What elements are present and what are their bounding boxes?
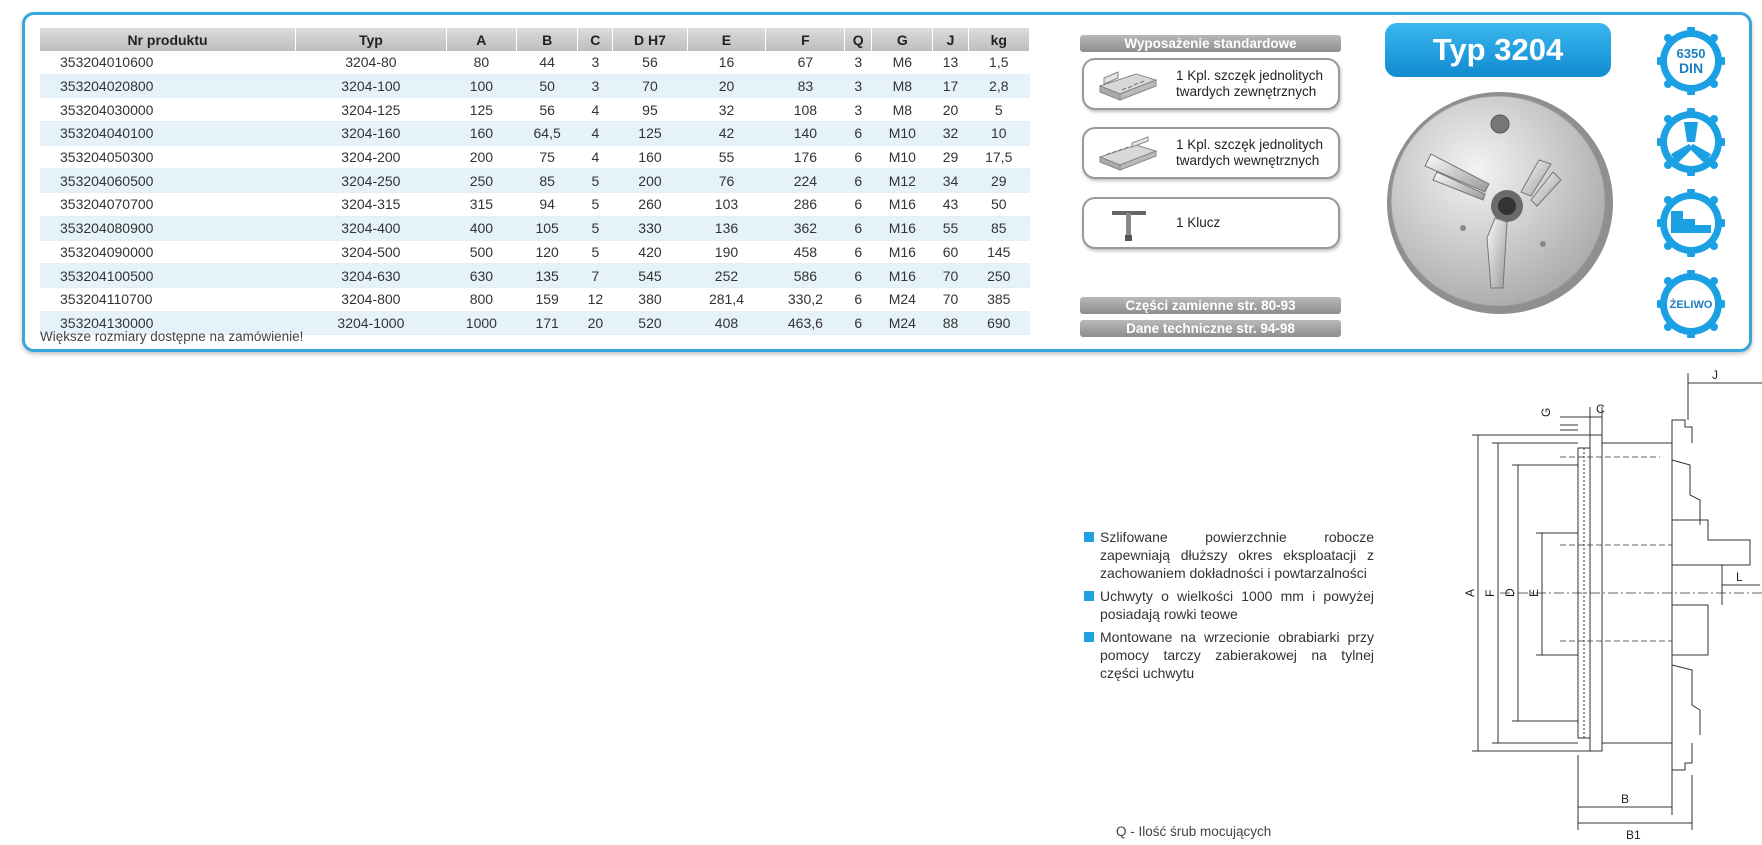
table-cell: 3204-1000	[295, 311, 446, 335]
table-cell: 6	[845, 264, 872, 288]
table-cell: 200	[446, 145, 516, 169]
table-cell: 3204-400	[295, 216, 446, 240]
table-cell: 330,2	[766, 287, 845, 311]
table-cell: 6	[845, 193, 872, 217]
table-cell: 3204-80	[295, 51, 446, 74]
feature-text: Szlifowane powierzchnie robocze zapewniają dłuższy okres eksploatacji z zachowaniem dokładności i powtarzalności	[1100, 529, 1374, 581]
dim-label-d: D	[1503, 588, 1517, 597]
table-cell: 55	[687, 145, 766, 169]
table-cell: 3	[578, 74, 613, 98]
q-footnote: Q - Ilość śrub mocujących	[1116, 824, 1272, 839]
table-cell: M16	[872, 216, 933, 240]
table-cell: 3	[845, 74, 872, 98]
table-cell: 176	[766, 145, 845, 169]
table-cell: 140	[766, 122, 845, 146]
table-cell: 125	[446, 98, 516, 122]
table-cell: 160	[446, 122, 516, 146]
table-cell: 545	[613, 264, 687, 288]
table-cell: 3204-100	[295, 74, 446, 98]
dim-label-b: B	[1621, 792, 1630, 806]
three-jaw-badge	[1657, 108, 1725, 176]
equipment-item-external-jaws	[1082, 58, 1340, 110]
table-cell: 385	[968, 287, 1029, 311]
table-row	[40, 98, 1030, 122]
table-cell: M12	[872, 169, 933, 193]
table-cell: 120	[516, 240, 577, 264]
type-badge: Typ 3204	[1385, 23, 1611, 77]
table-cell: 2,8	[968, 74, 1029, 98]
larger-sizes-note: Większe rozmiary dostępne na zamówienie!	[40, 329, 304, 344]
table-cell: M8	[872, 74, 933, 98]
column-header: Q	[845, 28, 872, 51]
table-cell: 125	[613, 122, 687, 146]
din-label: DIN	[1678, 60, 1704, 76]
table-cell: 353204010600	[40, 51, 295, 74]
table-cell: 224	[766, 169, 845, 193]
table-cell: 6	[845, 169, 872, 193]
table-header-row	[40, 28, 1030, 51]
zeliwo-label: ŻELIWO	[1669, 299, 1713, 311]
table-cell: M24	[872, 287, 933, 311]
table-cell: 145	[968, 240, 1029, 264]
table-cell: 281,4	[687, 287, 766, 311]
table-cell: 4	[578, 122, 613, 146]
table-cell: M8	[872, 98, 933, 122]
table-cell: 160	[613, 145, 687, 169]
table-cell: 88	[933, 311, 968, 335]
table-cell: 70	[933, 287, 968, 311]
table-cell: 353204050300	[40, 145, 295, 169]
table-cell: 55	[933, 216, 968, 240]
table-cell: 6	[845, 145, 872, 169]
table-cell: 3204-500	[295, 240, 446, 264]
dim-label-a: A	[1463, 588, 1477, 597]
table-cell: 190	[687, 240, 766, 264]
table-cell: 75	[516, 145, 577, 169]
bullet-icon	[1084, 632, 1094, 642]
table-row	[40, 240, 1030, 264]
table-cell: 586	[766, 264, 845, 288]
table-cell: 83	[766, 74, 845, 98]
spare-parts-bar: Części zamienne str. 80-93	[1080, 297, 1341, 314]
table-cell: 420	[613, 240, 687, 264]
table-cell: 463,6	[766, 311, 845, 335]
table-cell: 6	[845, 216, 872, 240]
dim-label-b1: B1	[1626, 828, 1641, 842]
chuck-key-icon	[1096, 205, 1160, 243]
column-header: Typ	[295, 28, 446, 51]
table-cell: 50	[968, 193, 1029, 217]
table-cell: 76	[687, 169, 766, 193]
table-cell: M6	[872, 51, 933, 74]
table-cell: 330	[613, 216, 687, 240]
table-cell: 408	[687, 311, 766, 335]
table-cell: 95	[613, 98, 687, 122]
table-cell: 353204020800	[40, 74, 295, 98]
feature-list	[1084, 528, 1374, 687]
table-cell: 171	[516, 311, 577, 335]
equipment-item-internal-jaws	[1082, 127, 1340, 179]
table-cell: 6	[845, 287, 872, 311]
spec-table	[40, 28, 1030, 335]
table-cell: 630	[446, 264, 516, 288]
table-cell: M16	[872, 264, 933, 288]
table-cell: 108	[766, 98, 845, 122]
table-cell: 286	[766, 193, 845, 217]
equipment-item-label: 1 Kpl. szczęk jednolitych twardych wewnętrznych	[1176, 137, 1324, 168]
bullet-icon	[1084, 532, 1094, 542]
dim-label-g: G	[1539, 407, 1553, 417]
table-cell: 3	[845, 51, 872, 74]
table-cell: 70	[613, 74, 687, 98]
column-header: E	[687, 28, 766, 51]
table-cell: M24	[872, 311, 933, 335]
table-cell: 20	[578, 311, 613, 335]
column-header: D H7	[613, 28, 687, 51]
table-cell: 80	[446, 51, 516, 74]
external-jaws-icon	[1096, 66, 1160, 104]
table-cell: 690	[968, 311, 1029, 335]
table-cell: 200	[613, 169, 687, 193]
table-row	[40, 145, 1030, 169]
table-cell: 6	[845, 311, 872, 335]
stepped-jaw-badge	[1657, 189, 1725, 257]
table-cell: 353204100500	[40, 264, 295, 288]
table-row	[40, 193, 1030, 217]
table-cell: 7	[578, 264, 613, 288]
table-cell: 17	[933, 74, 968, 98]
table-cell: 44	[516, 51, 577, 74]
table-cell: 362	[766, 216, 845, 240]
table-cell: 29	[933, 145, 968, 169]
table-cell: 103	[687, 193, 766, 217]
table-cell: 42	[687, 122, 766, 146]
column-header: B	[516, 28, 577, 51]
chuck-photo	[1385, 88, 1615, 318]
table-cell: 353204040100	[40, 122, 295, 146]
table-cell: 17,5	[968, 145, 1029, 169]
table-cell: 800	[446, 287, 516, 311]
column-header: Nr produktu	[40, 28, 295, 51]
table-cell: 1,5	[968, 51, 1029, 74]
table-cell: 159	[516, 287, 577, 311]
list-item	[1084, 528, 1374, 582]
dim-label-c: C	[1596, 402, 1605, 416]
table-cell: 3	[845, 98, 872, 122]
table-cell: 250	[968, 264, 1029, 288]
table-row	[40, 264, 1030, 288]
table-row	[40, 122, 1030, 146]
table-cell: 3204-125	[295, 98, 446, 122]
table-cell: 400	[446, 216, 516, 240]
din-number: 6350	[1676, 46, 1706, 61]
technical-drawing	[1460, 365, 1762, 845]
table-cell: 252	[687, 264, 766, 288]
table-cell: 5	[578, 240, 613, 264]
din-6350-badge	[1657, 27, 1725, 95]
table-cell: 3204-200	[295, 145, 446, 169]
table-cell: 94	[516, 193, 577, 217]
table-cell: 6	[845, 240, 872, 264]
table-row	[40, 216, 1030, 240]
table-cell: 4	[578, 145, 613, 169]
list-item	[1084, 628, 1374, 682]
table-cell: 3204-250	[295, 169, 446, 193]
table-cell: 136	[687, 216, 766, 240]
table-cell: 380	[613, 287, 687, 311]
table-cell: 64,5	[516, 122, 577, 146]
table-cell: 56	[613, 51, 687, 74]
dim-label-j: J	[1712, 368, 1718, 382]
table-cell: 353204080900	[40, 216, 295, 240]
table-cell: 353204090000	[40, 240, 295, 264]
column-header: C	[578, 28, 613, 51]
table-cell: 105	[516, 216, 577, 240]
table-cell: 458	[766, 240, 845, 264]
table-cell: 353204130000	[40, 311, 295, 335]
table-cell: 6	[845, 122, 872, 146]
table-cell: 34	[933, 169, 968, 193]
table-cell: 50	[516, 74, 577, 98]
table-cell: 3204-160	[295, 122, 446, 146]
table-body	[40, 51, 1030, 335]
internal-jaws-icon	[1096, 135, 1160, 173]
table-cell: 32	[687, 98, 766, 122]
table-cell: 20	[687, 74, 766, 98]
feature-text: Uchwyty o wielkości 1000 mm i powyżej posiadają rowki teowe	[1100, 588, 1374, 622]
table-row	[40, 74, 1030, 98]
table-cell: 16	[687, 51, 766, 74]
table-cell: 250	[446, 169, 516, 193]
table-cell: 520	[613, 311, 687, 335]
dim-label-l: L	[1736, 570, 1743, 584]
table-cell: 10	[968, 122, 1029, 146]
column-header: J	[933, 28, 968, 51]
table-row	[40, 169, 1030, 193]
table-cell: 353204030000	[40, 98, 295, 122]
zeliwo-badge	[1657, 270, 1725, 338]
table-cell: 100	[446, 74, 516, 98]
table-cell: 5	[968, 98, 1029, 122]
table-cell: 4	[578, 98, 613, 122]
equipment-item-key	[1082, 197, 1340, 249]
table-cell: 13	[933, 51, 968, 74]
table-cell: 67	[766, 51, 845, 74]
table-cell: 85	[968, 216, 1029, 240]
dim-label-f: F	[1483, 589, 1497, 597]
table-cell: M10	[872, 122, 933, 146]
table-cell: M16	[872, 240, 933, 264]
table-cell: 60	[933, 240, 968, 264]
table-cell: 43	[933, 193, 968, 217]
table-cell: 5	[578, 169, 613, 193]
dim-label-e: E	[1527, 588, 1541, 597]
table-cell: 85	[516, 169, 577, 193]
table-cell: 5	[578, 216, 613, 240]
table-row	[40, 51, 1030, 74]
equipment-item-label: 1 Klucz	[1176, 215, 1221, 230]
table-cell: M10	[872, 145, 933, 169]
table-cell: 353204110700	[40, 287, 295, 311]
table-cell: 3204-315	[295, 193, 446, 217]
table-cell: 3	[578, 51, 613, 74]
technical-data-bar: Dane techniczne str. 94-98	[1080, 320, 1341, 337]
table-cell: 315	[446, 193, 516, 217]
column-header: kg	[968, 28, 1029, 51]
table-cell: 5	[578, 193, 613, 217]
table-cell: 500	[446, 240, 516, 264]
equipment-header: Wyposażenie standardowe	[1080, 35, 1341, 52]
bullet-icon	[1084, 591, 1094, 601]
table-cell: 353204070700	[40, 193, 295, 217]
table-cell: 353204060500	[40, 169, 295, 193]
table-cell: 20	[933, 98, 968, 122]
table-cell: 32	[933, 122, 968, 146]
table-cell: 29	[968, 169, 1029, 193]
table-cell: 1000	[446, 311, 516, 335]
table-cell: 135	[516, 264, 577, 288]
table-cell: 3204-630	[295, 264, 446, 288]
table-row	[40, 287, 1030, 311]
table-cell: 3204-800	[295, 287, 446, 311]
table-cell: M16	[872, 193, 933, 217]
column-header: G	[872, 28, 933, 51]
table-cell: 260	[613, 193, 687, 217]
column-header: F	[766, 28, 845, 51]
column-header: A	[446, 28, 516, 51]
feature-text: Montowane na wrzecionie obrabiarki przy pomocy tarczy zabierakowej na tylnej części uchwytu	[1100, 629, 1374, 681]
table-cell: 56	[516, 98, 577, 122]
table-cell: 70	[933, 264, 968, 288]
table-cell: 12	[578, 287, 613, 311]
equipment-item-label: 1 Kpl. szczęk jednolitych twardych zewnętrznych	[1176, 68, 1324, 99]
list-item	[1084, 587, 1374, 623]
